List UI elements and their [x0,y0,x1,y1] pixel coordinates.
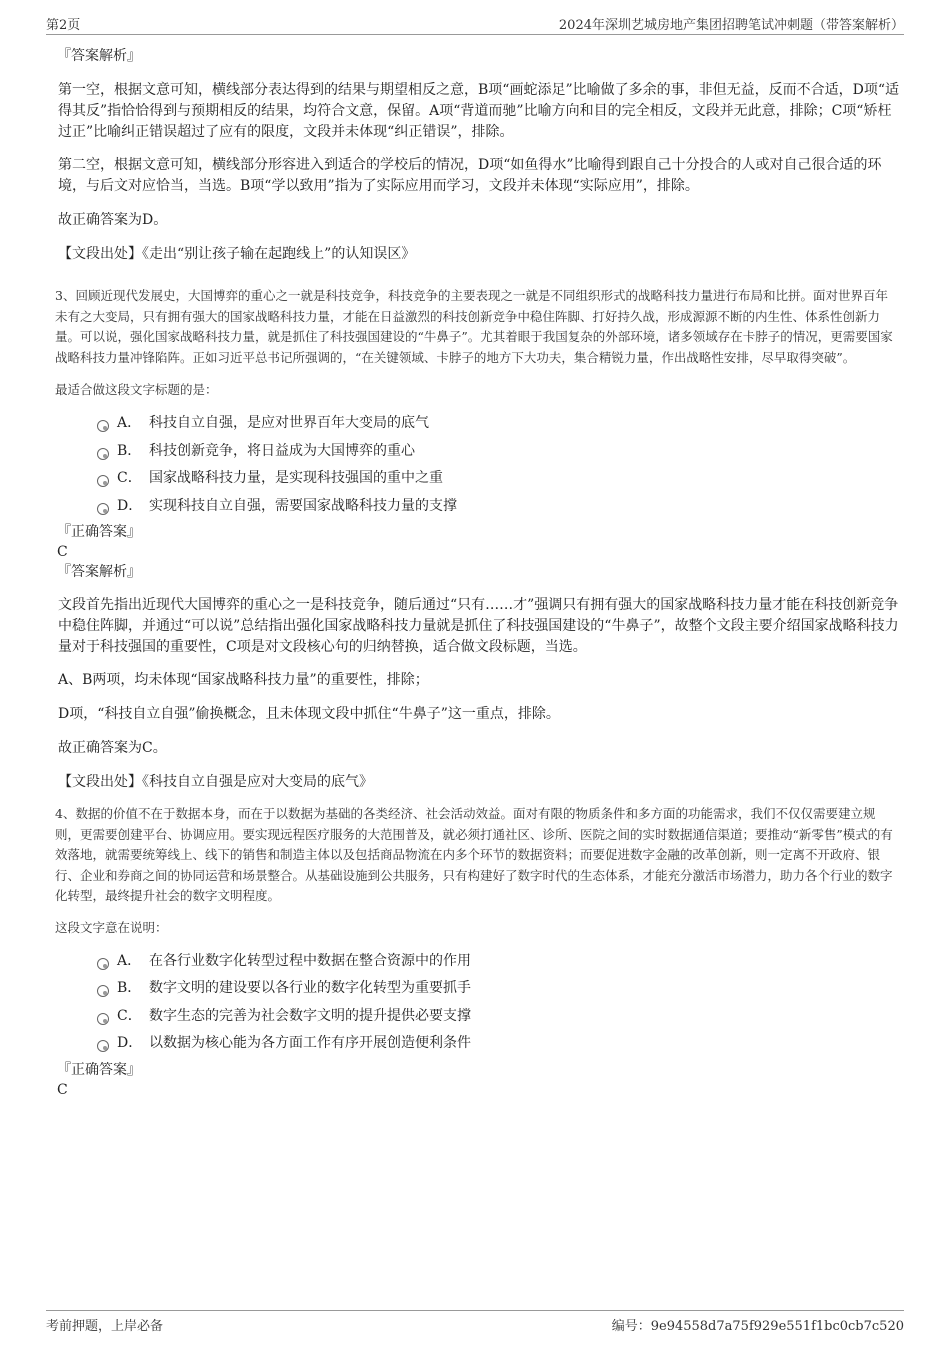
option-text: 科技自立自强，是应对世界百年大变局的底气 [149,415,429,431]
analysis-paragraph: 第一空，根据文意可知，横线部分表达得到的结果与期望相反之意，B项“画蛇添足”比喻做了多余的事，非但无益，反而不合适，D项“适得其反”指恰恰得到与预期相反的结果，均符合文意，保留。A项“背道而驰”比喻方向和目的完全相反，文段并无此意，排除；C项“矫枉过正”比喻纠正错误超过了应有的限度，文段并未体现“纠正错误”，排除。 [58,82,899,140]
option-c[interactable]: C． 国家战略科技力量，是实现科技强国的重中之重 [55,465,900,493]
option-text: 以数据为核心能为各方面工作有序开展创造便利条件 [149,1035,471,1051]
analysis-label: 『答案解析』 [57,48,141,64]
option-list [55,410,900,520]
option-b[interactable]: B． 数字文明的建设要以各行业的数字化转型为重要抓手 [55,975,900,1003]
option-text: 在各行业数字化转型过程中数据在整合资源中的作用 [149,952,471,969]
conclusion-text: 故正确答案为C。 [58,740,167,756]
analysis-paragraph: 文段首先指出近现代大国博弈的重心之一是科技竞争，随后通过“只有……才”强调只有拥有强大的国家战略科技力量才能在科技创新竞争中稳住阵脚，并通过“可以说”总结指出强化国家战略科技力量就是抓住了科技强国建设的“牛鼻子”，故整个文段主要介绍国家战略科技力量对于科技强国的重要性，C项是对文段核心句的归纳替换，适合做文段标题，当选。 [58,597,899,655]
option-a[interactable]: A． 在各行业数字化转型过程中数据在整合资源中的作用 [55,948,900,976]
document-title: 2024年深圳艺城房地产集团招聘笔试冲刺题（带答案解析） [558,18,904,33]
radio-button[interactable] [97,1013,109,1025]
page-number: 第2页 [46,18,81,33]
option-b[interactable]: B． 科技创新竞争，将日益成为大国博弈的重心 [55,438,900,466]
option-text: 数字文明的建设要以各行业的数字化转型为重要抓手 [149,980,471,996]
correct-answer-label: 『正确答案』 [57,1061,141,1078]
document-id: 编号：9e94558d7a75f929e551f1bc0cb7c520 [611,1319,904,1334]
correct-answer-label: 『正确答案』 [57,524,141,540]
option-d[interactable]: D． 实现科技自立自强，需要国家战略科技力量的支撑 [55,493,900,521]
source-citation: 【文段出处】《走出“别让孩子输在起跑线上”的认知误区》 [58,246,416,262]
option-text: 科技创新竞争，将日益成为大国博弈的重心 [149,442,415,459]
radio-button[interactable] [97,420,109,432]
footer-slogan: 考前押题，上岸必备 [46,1319,164,1334]
radio-button[interactable] [97,448,109,460]
page-footer [46,1310,904,1333]
option-text: 国家战略科技力量，是实现科技强国的重中之重 [149,470,443,486]
radio-button[interactable] [97,958,109,970]
page-content [55,44,900,1100]
option-text: 实现科技自立自强，需要国家战略科技力量的支撑 [149,497,457,514]
source-citation: 【文段出处】《科技自立自强是应对大变局的底气》 [58,774,373,790]
correct-answer: C [57,1081,68,1098]
conclusion-text: 故正确答案为D。 [58,212,168,228]
question-stem: 3、回顾近现代发展史，大国博弈的重心之一就是科技竞争，科技竞争的主要表现之一就是不同组织形式的战略科技力量进行布局和比拼。面对世界百年未有之大变局，只有拥有强大的国家战略科技力量，才能在日益激烈的科技创新竞争中稳住阵脚、打好持久战，形成源源不断的内生性、体系性创新力量。可以说，强化国家战略科技力量，就是抓住了科技强国建设的“牛鼻子”。尤其着眼于我国复杂的外部环境，诸多领域存在卡脖子的情况，更需要国家战略科技力量冲锋陷阵。正如习近平总书记所强调的，“在关键领域、卡脖子的地方下大功夫，集合精锐力量，作出战略性安排，尽早取得突破”。 [55,288,893,365]
page-header [46,12,904,35]
question-stem: 4、数据的价值不在于数据本身，而在于以数据为基础的各类经济、社会活动效益。面对有限的物质条件和多方面的功能需求，我们不仅仅需要建立规则，更需要创建平台、协调应用。要实现远程医疗服务的大范围普及，就必须打通社区、诊所、医院之间的实时数据通信渠道；要推动“新零售”模式的有效落地，就需要统筹线上、线下的销售和制造主体以及包括商品物流在内多个环节的数据资料；而要促进数字金融的改革创新，则一定离不开政府、银行、企业和券商之间的协同运营和场景整合。从基础设施到公共服务，只有构建好了数字时代的生态体系，才能充分激活市场潜力，助力各个行业的数字化转型，最终提升社会的数字文明程度。 [55,806,893,903]
question-prompt: 最适合做这段文字标题的是： [55,382,218,397]
analysis-paragraph: 第二空，根据文意可知，横线部分形容进入到适合的学校后的情况，D项“如鱼得水”比喻得到跟自己十分投合的人或对自己很合适的环境，与后文对应恰当，当选。B项“学以致用”指为了实际应用而学习，文段并未体现“实际应用”，排除。 [58,157,882,194]
radio-button[interactable] [97,1040,109,1052]
analysis-label: 『答案解析』 [57,564,141,580]
option-list [55,948,900,1058]
radio-button[interactable] [97,475,109,487]
question-prompt: 这段文字意在说明： [55,919,168,935]
option-d[interactable]: D． 以数据为核心能为各方面工作有序开展创造便利条件 [55,1030,900,1058]
option-text: 数字生态的完善为社会数字文明的提升提供必要支撑 [149,1007,471,1024]
option-a[interactable]: A． 科技自立自强，是应对世界百年大变局的底气 [55,410,900,438]
analysis-paragraph: A、B两项，均未体现“国家战略科技力量”的重要性，排除； [58,672,429,688]
correct-answer: C [57,544,68,560]
radio-button[interactable] [97,503,109,515]
option-c[interactable]: C． 数字生态的完善为社会数字文明的提升提供必要支撑 [55,1003,900,1031]
radio-button[interactable] [97,985,109,997]
analysis-paragraph: D项，“科技自立自强”偷换概念，且未体现文段中抓住“牛鼻子”这一重点，排除。 [58,706,560,722]
